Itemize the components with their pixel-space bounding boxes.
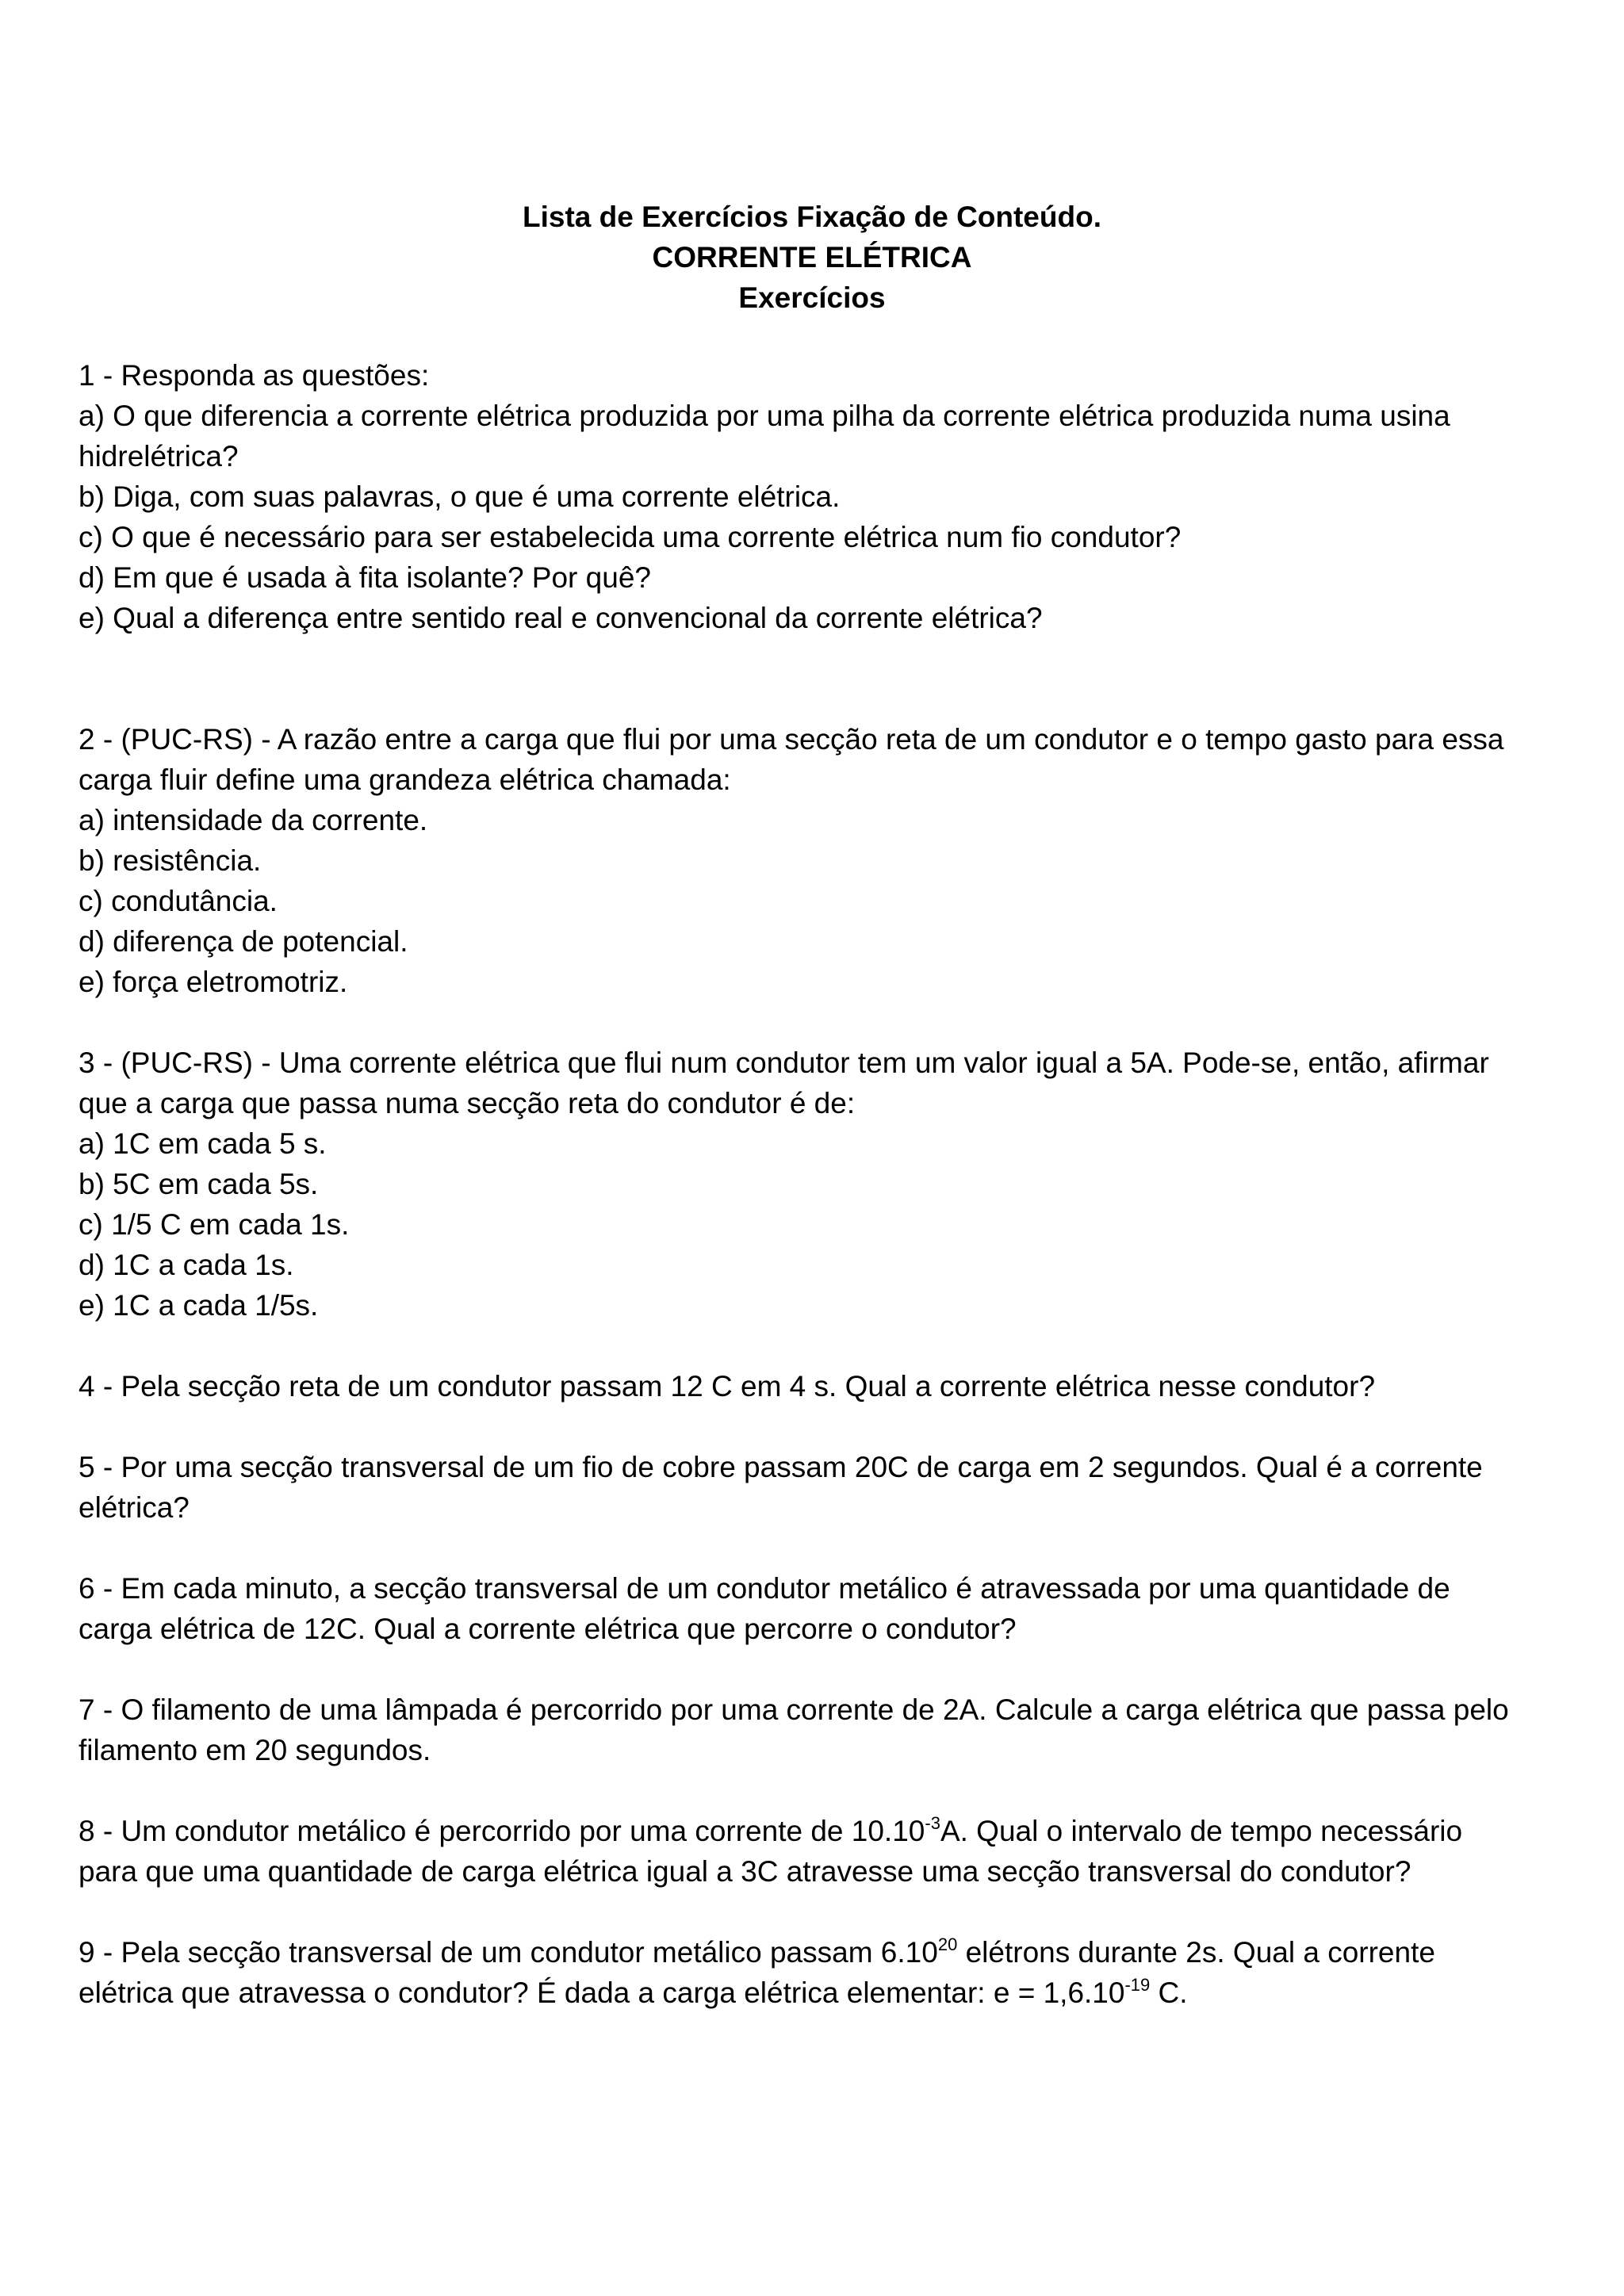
question-3-option-e: e) 1C a cada 1/5s. — [79, 1289, 319, 1322]
question-2-option-c: c) condutância. — [79, 885, 278, 917]
question-7-text: 7 - O filamento de uma lâmpada é percorrido por uma corrente de 2A. Calcule a carga elétrica que passa pelo — [79, 1693, 1509, 1726]
question-8-text — [79, 1811, 1569, 1851]
question-6 — [79, 1568, 1569, 1649]
question-5-text-cont: elétrica? — [79, 1491, 190, 1524]
question-2-text: 2 - (PUC-RS) - A razão entre a carga que flui por uma secção reta de um condutor e o tempo gasto para essa — [79, 723, 1504, 756]
question-1-item-d: d) Em que é usada à fita isolante? Por quê? — [79, 561, 651, 594]
exercise-list — [79, 355, 1569, 2013]
header-section: Exercícios — [738, 281, 886, 314]
question-9-charge-exponent: -19 — [1124, 1974, 1151, 1995]
question-1-item-a-cont: hidrelétrica? — [79, 440, 239, 473]
question-9-cont-pre: elétrica que atravessa o condutor? É dada a carga elétrica elementar: e = 1,6.10 — [79, 1976, 1125, 2009]
question-5 — [79, 1447, 1569, 1528]
question-9-text-pre: 9 - Pela secção transversal de um condutor metálico passam 6.10 — [79, 1936, 938, 1969]
question-3 — [79, 1043, 1569, 1326]
question-9-cont-post: C. — [1150, 1976, 1188, 2009]
question-2-option-e: e) força eletromotriz. — [79, 966, 348, 998]
question-1-title: 1 - Responda as questões: — [79, 359, 430, 392]
question-9-text — [79, 1932, 1569, 1973]
question-8-exponent: -3 — [925, 1812, 940, 1833]
question-4 — [79, 1366, 1569, 1406]
question-2-text-cont: carga fluir define uma grandeza elétrica chamada: — [79, 763, 731, 796]
question-2-option-d: d) diferença de potencial. — [79, 925, 408, 958]
question-9-text-post: elétrons durante 2s. Qual a corrente — [957, 1936, 1435, 1969]
header-title: Lista de Exercícios Fixação de Conteúdo. — [523, 201, 1101, 233]
question-3-text: 3 - (PUC-RS) - Uma corrente elétrica que flui num condutor tem um valor igual a 5A. Pode-se, então, afirmar — [79, 1047, 1489, 1079]
question-3-option-d: d) 1C a cada 1s. — [79, 1249, 294, 1281]
question-2-option-b: b) resistência. — [79, 844, 262, 877]
question-8 — [79, 1811, 1569, 1892]
question-1-item-a: a) O que diferencia a corrente elétrica produzida por uma pilha da corrente elétrica produzida numa usina — [79, 400, 1450, 432]
header-subject: CORRENTE ELÉTRICA — [652, 241, 972, 274]
question-3-option-a: a) 1C em cada 5 s. — [79, 1127, 327, 1160]
question-1-item-b: b) Diga, com suas palavras, o que é uma corrente elétrica. — [79, 480, 841, 513]
question-1-item-e: e) Qual a diferença entre sentido real e convencional da corrente elétrica? — [79, 602, 1043, 634]
question-6-text-cont: carga elétrica de 12C. Qual a corrente elétrica que percorre o condutor? — [79, 1613, 1017, 1645]
question-8-text-post: A. Qual o intervalo de tempo necessário — [940, 1815, 1463, 1847]
question-6-text: 6 - Em cada minuto, a secção transversal de um condutor metálico é atravessada por uma quantidade de — [79, 1572, 1450, 1605]
question-9 — [79, 1932, 1569, 2013]
question-9-text-cont — [79, 1973, 1569, 2013]
question-5-text: 5 - Por uma secção transversal de um fio de cobre passam 20C de carga em 2 segundos. Qual é a corrente — [79, 1451, 1483, 1483]
question-1-item-c: c) O que é necessário para ser estabelecida uma corrente elétrica num fio condutor? — [79, 521, 1182, 553]
question-9-exponent: 20 — [937, 1934, 958, 1954]
question-3-text-cont: que a carga que passa numa secção reta do condutor é de: — [79, 1087, 856, 1119]
question-8-text-pre: 8 - Um condutor metálico é percorrido por uma corrente de 10.10 — [79, 1815, 925, 1847]
question-1 — [79, 355, 1569, 638]
question-7-text-cont: filamento em 20 segundos. — [79, 1734, 431, 1766]
question-7 — [79, 1689, 1569, 1770]
question-3-option-b: b) 5C em cada 5s. — [79, 1168, 319, 1200]
document-header — [0, 197, 1624, 318]
question-3-option-c: c) 1/5 C em cada 1s. — [79, 1208, 350, 1241]
question-4-text: 4 - Pela secção reta de um condutor passam 12 C em 4 s. Qual a corrente elétrica nesse condutor? — [79, 1370, 1376, 1402]
question-2 — [79, 719, 1569, 1002]
question-2-option-a: a) intensidade da corrente. — [79, 804, 428, 836]
question-8-text-cont: para que uma quantidade de carga elétrica igual a 3C atravesse uma secção transversal do condutor? — [79, 1855, 1411, 1888]
